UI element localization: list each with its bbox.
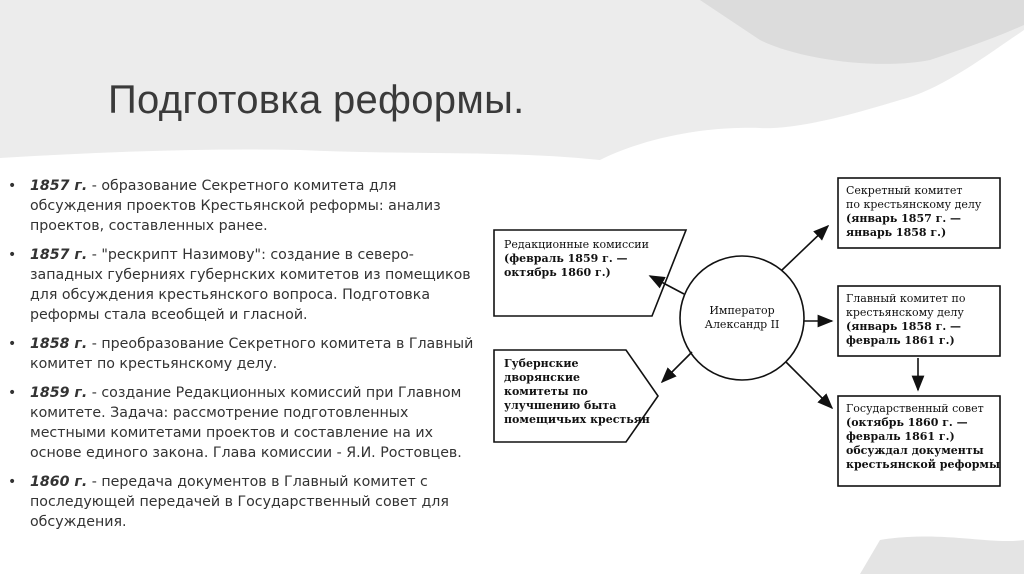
council-line: крестьянской реформы bbox=[846, 458, 1000, 471]
emperor-text bbox=[694, 304, 790, 332]
provincial-committees-text bbox=[504, 357, 650, 427]
secret-line: январь 1858 г.) bbox=[846, 226, 947, 239]
secret-line: по крестьянскому делу bbox=[846, 198, 982, 211]
council-line: (октябрь 1860 г. — bbox=[846, 416, 968, 429]
list-item-year: 1860 г. bbox=[30, 474, 88, 490]
provincial-line: комитеты по bbox=[504, 385, 588, 398]
editorial-line: (февраль 1859 г. — bbox=[504, 252, 628, 265]
council-line: февраль 1861 г.) bbox=[846, 430, 955, 443]
secret-line: Секретный комитет bbox=[846, 184, 963, 197]
arrow-to-secret bbox=[782, 226, 828, 270]
list-item-text: - создание Редакционных комиссий при Главном комитете. Задача: рассмотрение подготовленных местными комитетами проектов и составление на их основе единого закона. Глава комиссии - Я.И. Ростовцев. bbox=[30, 385, 462, 461]
list-item-text: - "рескрипт Назимову": создание в северо-западных губерниях губернских комитетов из помещиков для обсуждения крестьянского вопроса. Подготовка реформы стала всеобщей и гласной. bbox=[30, 247, 471, 323]
editorial-commissions-text bbox=[504, 238, 649, 280]
main-line: февраль 1861 г.) bbox=[846, 334, 955, 347]
list-item-year: 1857 г. bbox=[30, 178, 88, 194]
arrow-to-provincial bbox=[662, 352, 692, 382]
list-item-year: 1859 г. bbox=[30, 385, 88, 401]
council-line: обсуждал документы bbox=[846, 444, 984, 457]
page-title: Подготовка реформы. bbox=[108, 78, 525, 122]
list-item-text: - преобразование Секретного комитета в Главный комитет по крестьянскому делу. bbox=[30, 336, 474, 372]
list-item-year: 1858 г. bbox=[30, 336, 88, 352]
bullet-icon: • bbox=[8, 178, 17, 194]
provincial-line: помещичьих крестьян bbox=[504, 413, 650, 426]
bullet-icon: • bbox=[8, 474, 17, 490]
main-line: (январь 1858 г. — bbox=[846, 320, 961, 333]
secret-committee-text bbox=[846, 184, 981, 240]
provincial-line: дворянские bbox=[504, 371, 580, 384]
list-item-year: 1857 г. bbox=[30, 247, 88, 263]
emperor-line: Император bbox=[709, 304, 775, 317]
editorial-line: Редакционные комиссии bbox=[504, 238, 649, 251]
emperor-line: Александр II bbox=[704, 318, 780, 331]
arrow-to-council bbox=[786, 362, 832, 408]
provincial-line: Губернские bbox=[504, 357, 579, 370]
secret-line: (январь 1857 г. — bbox=[846, 212, 961, 225]
bullet-icon: • bbox=[8, 336, 17, 352]
bullet-icon: • bbox=[8, 385, 17, 401]
bullet-icon: • bbox=[8, 247, 17, 263]
list-item-text: - образование Секретного комитета для обсуждения проектов Крестьянской реформы: анализ проектов, составленных ранее. bbox=[30, 178, 441, 234]
state-council-text bbox=[846, 402, 1000, 472]
main-line: крестьянскому делу bbox=[846, 306, 964, 319]
provincial-line: улучшению быта bbox=[504, 399, 617, 412]
main-committee-text bbox=[846, 292, 965, 348]
main-line: Главный комитет по bbox=[846, 292, 966, 305]
editorial-line: октябрь 1860 г.) bbox=[504, 266, 611, 279]
council-line: Государственный совет bbox=[846, 402, 984, 415]
list-item-text: - передача документов в Главный комитет с последующей передачей в Государственный совет для обсуждения. bbox=[30, 474, 449, 530]
